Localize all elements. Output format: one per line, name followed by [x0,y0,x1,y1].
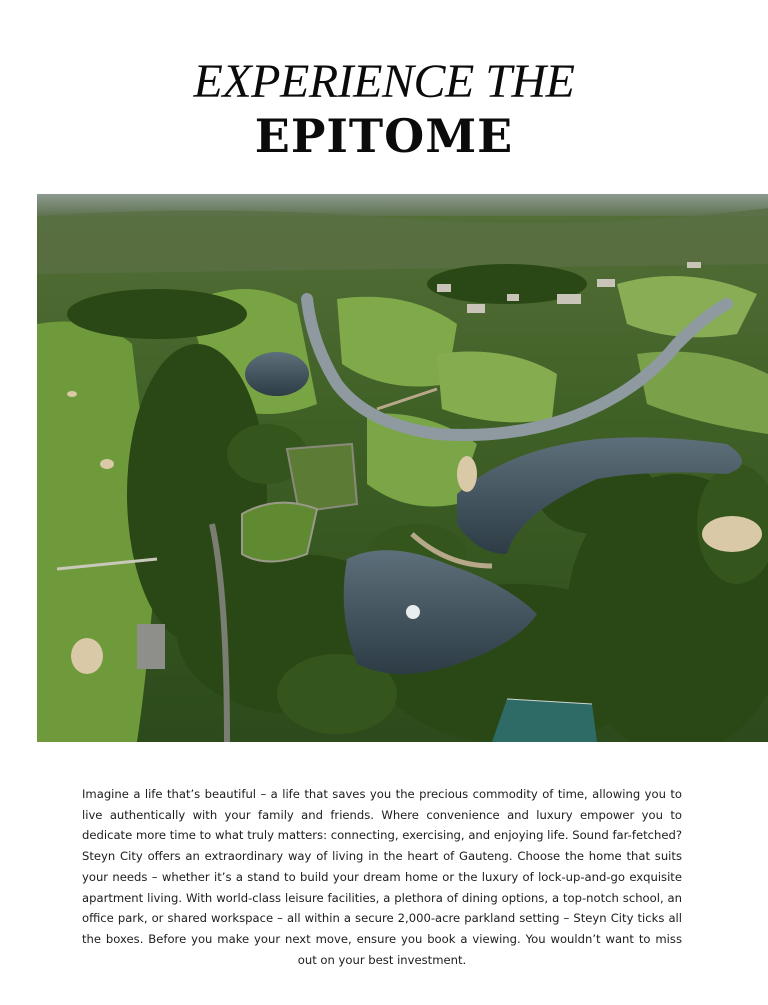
page-heading [0,54,768,162]
intro-paragraph: Imagine a life that’s beautiful – a life that saves you the precious commodity of time, allowing you to live authentically with your family and friends. Where convenience and luxury empower you to dedicate more time to what truly matters: connecting, exercising, and enjoying life. Sound far-fetched? Steyn City offers an extraordinary way of living in the heart of Gauteng. Choose the home that suits your needs – whether it’s a stand to build your dream home or the luxury of lock-up-and-go exquisite apartment living. With world-class leisure facilities, a plethora of dining options, a top-notch school, an office park, or shared workspace – all within a secure 2,000-acre parkland setting – Steyn City ticks all the boxes. Before you make your next move, ensure you book a viewing. You wouldn’t want to miss out on your best investment. [82,787,682,967]
heading-line-experience: EXPERIENCE THE [193,55,575,108]
aerial-photo-illustration [37,194,768,742]
heading-line-epitome: EPITOME [254,109,514,163]
aerial-photo [37,194,768,742]
